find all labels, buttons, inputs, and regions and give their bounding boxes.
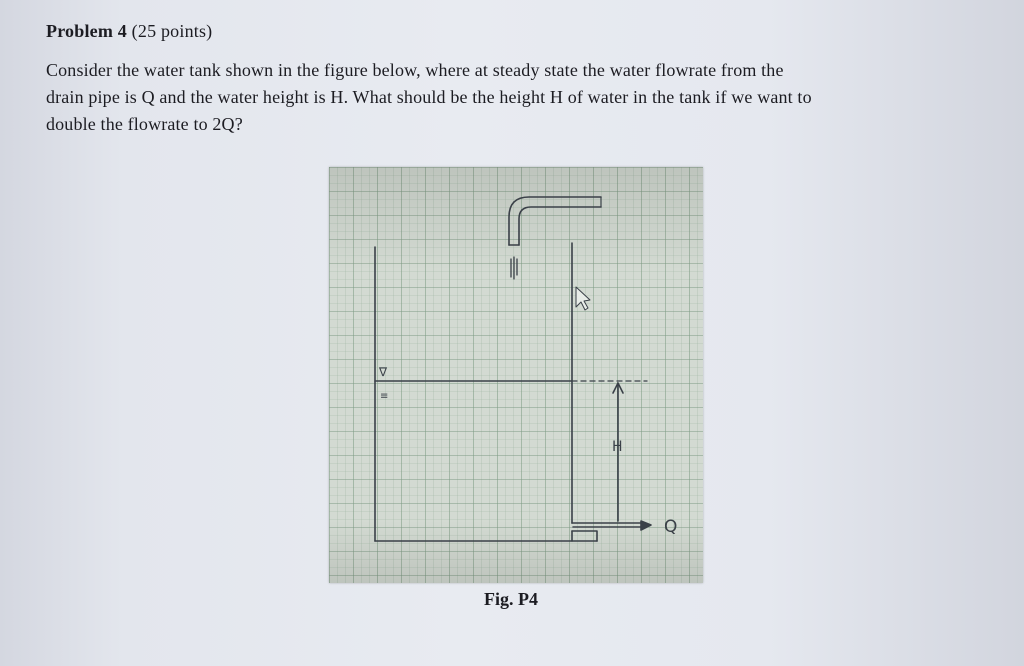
figure-caption: Fig. P4 — [484, 589, 538, 609]
tank-diagram — [329, 167, 703, 583]
statement-line-1: Consider the water tank shown in the figure below, where at steady state the water flowrate from the — [46, 60, 784, 80]
flow-label: Q — [664, 517, 678, 537]
statement-line-3: double the flowrate to 2Q? — [46, 114, 243, 134]
statement-line-2: drain pipe is Q and the water height is H. What should be the height H of water in the tank if we want to — [46, 87, 812, 107]
problem-heading — [46, 19, 212, 43]
problem-points: (25 points) — [131, 21, 213, 41]
problem-number: Problem 4 — [46, 21, 127, 41]
water-surface-symbol: ∇ — [379, 365, 388, 379]
tank-figure — [329, 167, 703, 583]
height-label: H — [612, 439, 623, 455]
water-surface-sub-symbol: ≡ — [380, 391, 389, 402]
problem-statement — [46, 57, 991, 138]
